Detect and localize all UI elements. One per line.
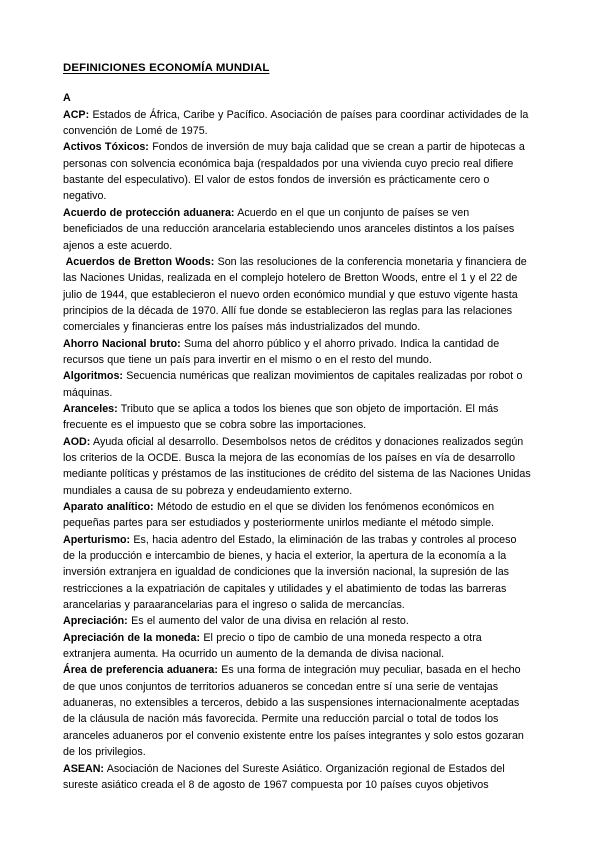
definition-entry xyxy=(63,662,531,760)
definition-entry xyxy=(63,336,531,369)
definition-text: El precio o tipo de cambio de una moneda respecto a otra extranjera aumenta. Ha ocurrido un aumento de la demanda de divisa nacional. xyxy=(63,631,482,661)
definition-term: Activos Tóxicos: xyxy=(63,141,149,154)
document-title-row xyxy=(63,58,531,76)
definition-entry xyxy=(63,107,531,140)
definition-text: Es el aumento del valor de una divisa en relación al resto. xyxy=(127,615,409,628)
definition-entry xyxy=(63,613,531,629)
definition-term: Acuerdo de protección aduanera: xyxy=(63,206,235,219)
definition-text: Método de estudio en el que se dividen los fenómenos económicos en pequeñas partes para ser estudiados y posteriormente unirlos mediante el método simple. xyxy=(63,501,495,530)
section-letter-heading: A xyxy=(63,92,71,105)
definition-term: Aranceles: xyxy=(63,402,118,415)
definition-entry xyxy=(63,254,531,336)
definitions-list xyxy=(63,90,531,793)
definition-term: Apreciación de la moneda: xyxy=(63,631,201,644)
definition-term: ASEAN: xyxy=(63,762,104,775)
definition-text: Estados de África, Caribe y Pacífico. Asociación de países para coordinar actividades de la convención de Lomé de 1975. xyxy=(63,108,529,138)
definition-text: Suma del ahorro público y el ahorro privado. Indica la cantidad de recursos que tiene un país para invertir en el mismo o en el resto del mundo. xyxy=(63,337,500,366)
definition-term: Acuerdos de Bretton Woods: xyxy=(65,255,215,268)
definition-entry xyxy=(63,139,531,204)
definition-entry xyxy=(63,630,531,663)
definition-term: Ahorro Nacional bruto: xyxy=(63,337,181,350)
definition-entry xyxy=(63,205,531,254)
definition-entry xyxy=(63,499,531,532)
definition-term: Área de preferencia aduanera: xyxy=(63,664,218,677)
definition-term: Apreciación: xyxy=(63,615,128,628)
definition-entry xyxy=(63,532,531,614)
definition-text: Ayuda oficial al desarrollo. Desembolsos netos de créditos y donaciones realizados según los criterios de la OCDE. Busca la mejora de las economías de los países en vía de desarrollo mediante políticas y préstamos de las instituciones de crédito del sistema de las Naciones Unidas mundiales a causa de su pobreza y endeudamiento externo. xyxy=(63,435,531,497)
definition-entry xyxy=(63,401,531,434)
definition-text: Acuerdo en el que un conjunto de países se ven beneficiados de una reducción arancelaria estableciendo unos aranceles distintos a los países ajenos a este acuerdo. xyxy=(63,206,515,252)
definition-text: Asociación de Naciones del Sureste Asiático. Organización regional de Estados del sureste asiático creada el 8 de agosto de 1967 compuesta por 10 países cuyos objetivos xyxy=(63,762,505,791)
definition-entry xyxy=(63,368,531,401)
definition-term: Algoritmos: xyxy=(63,370,123,383)
definition-entry xyxy=(63,761,531,794)
definition-text: Secuencia numéricas que realizan movimientos de capitales realizadas por robot o máquinas. xyxy=(63,370,523,399)
definition-text: Es, hacia adentro del Estado, la eliminación de las trabas y controles al proceso de la producción e intercambio de bienes, y hacia el exterior, la apertura de la economía a la inversión extranjera en igualdad de condiciones que la inversión nacional, la supresión de las restricciones a la expatriación de capitales y utilidades y el abatimiento de todas las barreras arancelarias y paraarancelarias para el ingreso o salida de mercancías. xyxy=(63,533,517,612)
definition-text: Son las resoluciones de la conferencia monetaria y financiera de las Naciones Unidas, realizada en el complejo hotelero de Bretton Woods, entre el 1 y el 22 de julio de 1944, que establecieron el nuevo orden económico mundial y que estuvo vigente hasta principios de la década de 1970. Allí fue donde se establecieron las reglas para las relaciones comerciales y financieras entre los países más industrializados del mundo. xyxy=(63,255,527,334)
definition-term: ACP: xyxy=(63,108,90,121)
definition-term: Aperturismo: xyxy=(63,533,131,546)
definition-text: Es una forma de integración muy peculiar, basada en el hecho de que unos conjuntos de territorios aduaneros se concedan entre sí una serie de ventajas aduaneras, no extensibles a terceros, debido a las suspensiones internacionalmente aceptadas de la cláusula de nación más favorecida. Permite una reducción parcial o total de todos los aranceles aduaneros por el convenio existente entre los países integrantes y solo estos gozaran de los privilegios. xyxy=(63,664,524,759)
definition-text: Tributo que se aplica a todos los bienes que son objeto de importación. El más frecuente es el impuesto que se cobra sobre las importaciones. xyxy=(63,402,499,432)
definition-term: AOD: xyxy=(63,435,91,448)
definition-entry xyxy=(63,434,531,499)
definition-term: Aparato analítico: xyxy=(63,501,154,513)
document-body xyxy=(63,58,531,793)
page-title: DEFINICIONES ECONOMÍA MUNDIAL xyxy=(63,62,270,74)
definition-text: Fondos de inversión de muy baja calidad que se crean a partir de hipotecas a personas con solvencia económica baja (respaldados por una vivienda cuyo precio real difiere bastante del especulativo). El valor de estos fondos de inversión es prácticamente cero o negativo. xyxy=(63,141,525,203)
